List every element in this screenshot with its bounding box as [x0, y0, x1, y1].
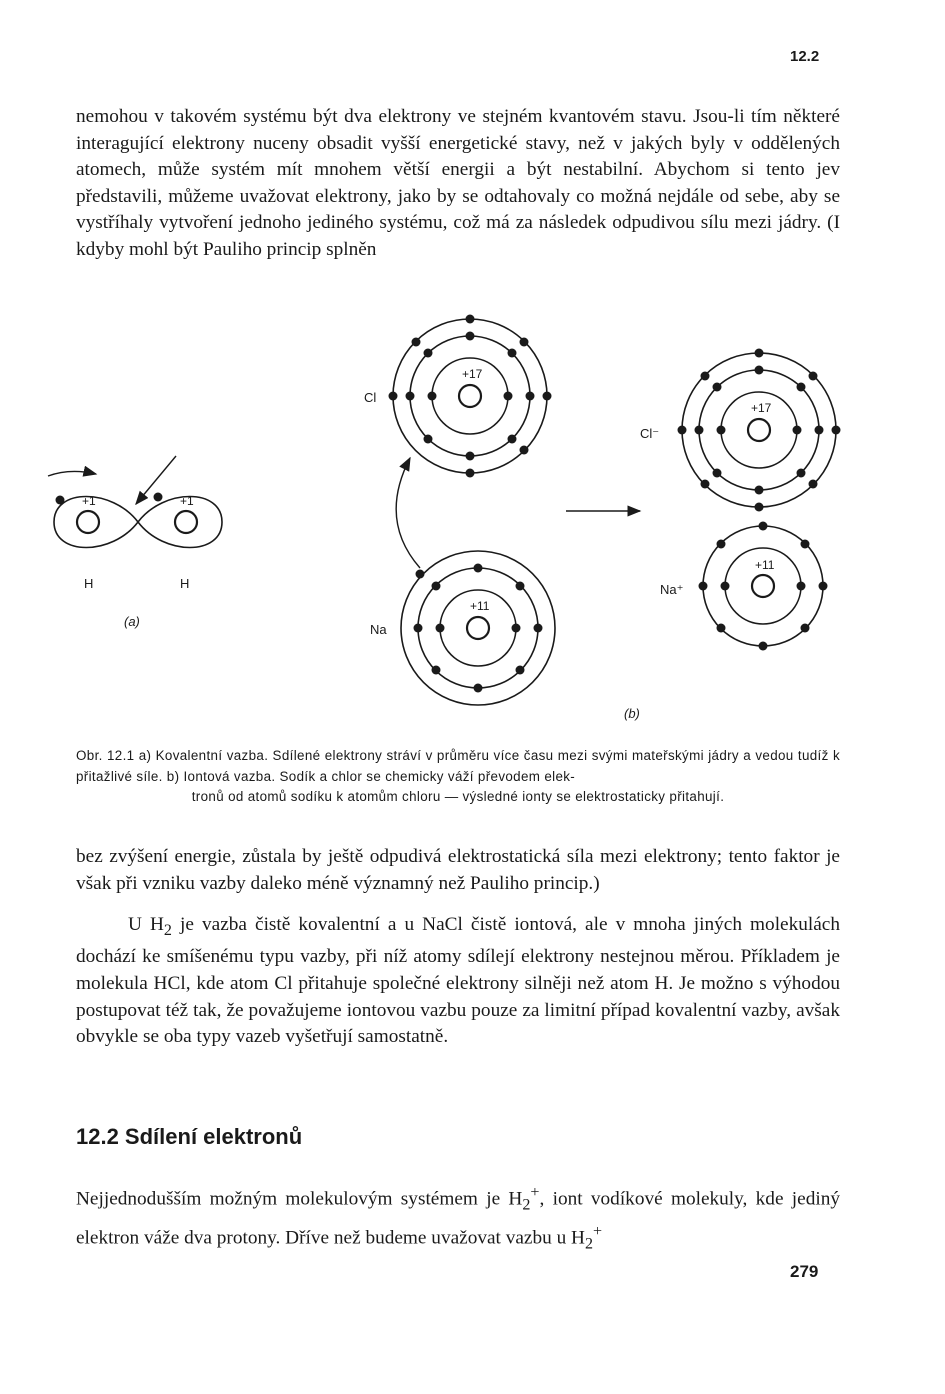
- na-ion-label: Na⁺: [660, 582, 684, 597]
- electron-path-arrow-2: [136, 456, 176, 504]
- h2-figure-a: [48, 456, 222, 629]
- para3-text-b: je vazba čistě kovalentní a u NaCl čistě iontová, ale v mnoha jiných molekulách dochází ke smíšenému typu vazby, při níž atomy sdílejí elektrony nestejnou měrou. Příkladem je molekula HCl, kde atom Cl přitahuje společné elektrony silněji než atom H. Je možno s výhodou postupovat též tak, že považujeme iontovou vazbu pouze za limitní případ kovalentní vazby, avšak obvykle se oba typy vazeb vyšetřují samostatně.: [76, 914, 841, 1048]
- h-right-charge: +1: [180, 494, 194, 508]
- para4-subscript-2: 2: [584, 1235, 594, 1253]
- section-heading: 12.2 Sdílení elektronů: [76, 1124, 303, 1149]
- na-ion: [660, 522, 828, 651]
- na-ion-charge: +11: [755, 558, 775, 572]
- figure-caption: [76, 746, 840, 808]
- h-left-charge: +1: [82, 494, 96, 508]
- para4-text-a: Nejjednodušším možným molekulovým systémem je H: [76, 1188, 523, 1210]
- paragraph-2: bez zvýšení energie, zůstala by ještě odpudivá elektrostatická síla mezi elektrony; tento faktor je však při vzniku vazby daleko méně významný než Pauliho princip.): [76, 846, 840, 894]
- para3-text-a: U H: [128, 914, 164, 935]
- na-electrons: [414, 564, 543, 693]
- para4-subscript-1: 2: [522, 1196, 531, 1214]
- caption-part-1: Obr. 12.1 a) Kovalentní vazba. Sdílené elektrony stráví v průměru více času mezi svými mateřskými jádry a vedou tudíž k přitažlivé síle. b) Iontová vazba. Sodík a chlor se chemicky váží převodem elek-: [76, 748, 840, 784]
- na-label: Na: [370, 622, 387, 637]
- cl-label: Cl: [364, 390, 377, 405]
- h-right-nucleus: [175, 511, 197, 533]
- na-charge: +11: [470, 599, 490, 613]
- electron-dot: [56, 496, 65, 505]
- paragraph-4: [76, 1180, 840, 1258]
- h-left-nucleus: [77, 511, 99, 533]
- cl-atom: [364, 315, 552, 478]
- cl-electrons: [389, 315, 552, 478]
- na-atom: [370, 551, 555, 705]
- cl-ion-nucleus: [748, 419, 770, 441]
- cl-nucleus: [459, 385, 481, 407]
- h2-orbital-figure-eight: [54, 497, 222, 548]
- na-nucleus: [467, 617, 489, 639]
- paragraph-3: [76, 912, 840, 1051]
- cl-ion-label: Cl⁻: [640, 426, 660, 441]
- na-ion-nucleus: [752, 575, 774, 597]
- cl-ion-charge: +17: [751, 401, 772, 415]
- na-ion-electrons: [699, 522, 828, 651]
- electron-dot: [154, 493, 163, 502]
- h-right-label: H: [180, 576, 190, 591]
- cl-ion: [640, 349, 841, 512]
- panel-label-a: (a): [124, 614, 140, 629]
- para4-superscript-2: +: [593, 1222, 603, 1240]
- page-number: 279: [790, 1262, 819, 1281]
- cl-charge: +17: [462, 367, 483, 381]
- h-left-label: H: [84, 576, 94, 591]
- paragraph-1: nemohou v takovém systému být dva elektrony ve stejném kvantovém stavu. Jsou-li tím některé interagující elektrony nuceny obsadit vyšší energetické stavy, než v jakých byly v oddělených atomech, může systém mít mnohem větší energii a být nestabilní. Abychom si tento jev představili, můžeme uvažovat elektrony, jako by se odtahovaly co možná nejdále od sebe, aby se vystříhaly vytvoření jednoho jediného systému, což má za následek odpudivou sílu mezi jádry. (I kdyby mohl být Pauliho princip splněn: [76, 106, 840, 260]
- panel-label-b: (b): [624, 706, 640, 721]
- cl-ion-electrons: [678, 349, 841, 512]
- para4-text-b: , iont vodíkové molekuly, kde jediný elektron váže dva protony. Dříve než budeme uvažovat vazbu u H: [76, 1188, 840, 1249]
- caption-part-2: tronů od atomů sodíku k atomům chloru — výsledné ionty se elektrostaticky přitahují.: [191, 789, 725, 804]
- electron-transfer-arrow: [396, 458, 420, 568]
- para3-subscript: 2: [163, 921, 172, 939]
- para4-superscript-1: +: [530, 1184, 540, 1201]
- electron-path-arrow: [48, 471, 96, 476]
- running-header-section-number: 12.2: [790, 48, 820, 65]
